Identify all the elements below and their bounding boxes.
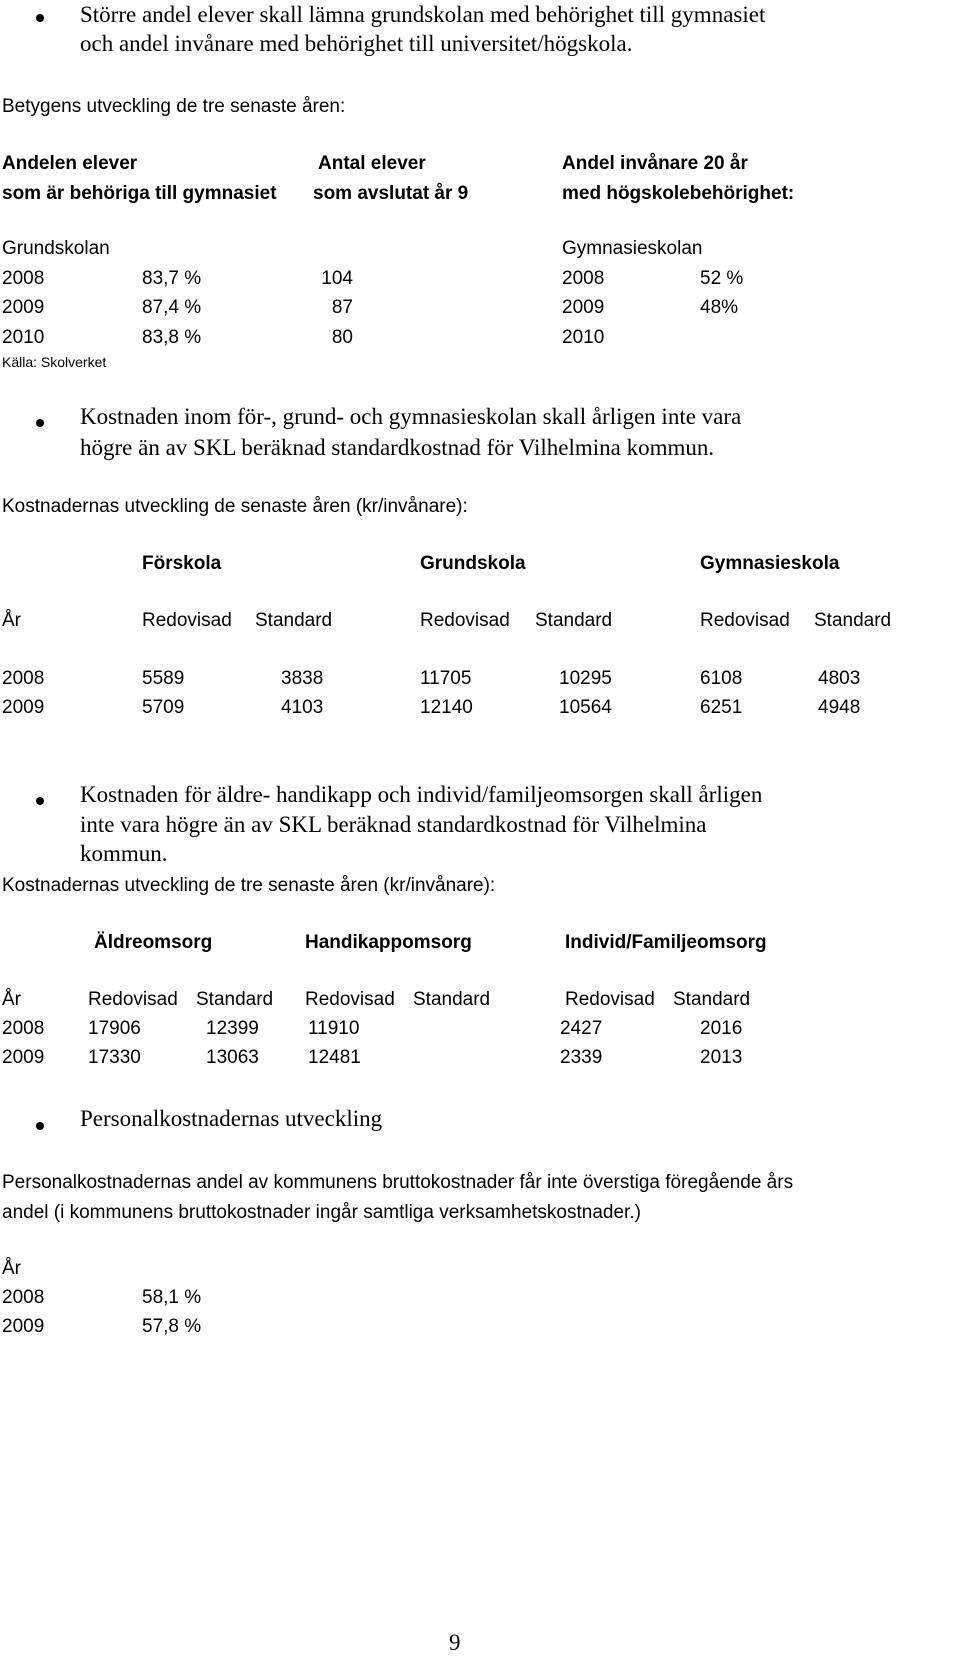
- school-group-grundskola: Grundskola: [420, 553, 526, 574]
- grades-col1-head2: som är behöriga till gymnasiet: [2, 183, 277, 204]
- goal2-line2: högre än av SKL beräknad standardkostnad för Vilhelmina kommun.: [80, 435, 715, 460]
- school-group-gymnasieskola: Gymnasieskola: [700, 553, 840, 574]
- grades-year2: 2010: [562, 327, 605, 348]
- care-year-header: År: [2, 989, 21, 1010]
- care-standard-header: Standard: [196, 989, 274, 1010]
- school-year: 2009: [2, 697, 45, 718]
- grades-col1-head1: Andelen elever: [2, 153, 138, 174]
- grades-share: 87,4 %: [142, 297, 202, 318]
- grades-year: 2008: [2, 268, 45, 289]
- school-redovisad-header: Redovisad: [700, 610, 790, 631]
- school-value: 4103: [281, 697, 324, 718]
- grades-right-label: Gymnasieskolan: [562, 238, 703, 259]
- school-value: 6108: [700, 668, 743, 689]
- care-value: 12481: [308, 1047, 361, 1068]
- staff-value: 58,1 %: [142, 1287, 202, 1308]
- school-value: 4948: [818, 697, 861, 718]
- grades-heading: Betygens utveckling de tre senaste åren:: [2, 96, 346, 117]
- staff-year: 2009: [2, 1316, 45, 1337]
- grades-count: 80: [331, 327, 353, 348]
- grades-pct: 48%: [700, 297, 739, 318]
- goal3-line2: inte vara högre än av SKL beräknad standardkostnad för Vilhelmina: [80, 812, 707, 837]
- care-year: 2008: [2, 1018, 45, 1039]
- care-value: 17906: [88, 1018, 141, 1039]
- grades-left-label: Grundskolan: [2, 238, 110, 259]
- grades-year: 2009: [2, 297, 45, 318]
- care-costs-heading: Kostnadernas utveckling de tre senaste åren (kr/invånare):: [2, 875, 496, 896]
- school-standard-header: Standard: [535, 610, 613, 631]
- school-value: 4803: [818, 668, 861, 689]
- staff-year-header: År: [2, 1258, 21, 1279]
- goal4-line1: Personalkostnadernas utveckling: [80, 1106, 383, 1131]
- care-value: 2339: [560, 1047, 603, 1068]
- care-value: 2016: [700, 1018, 743, 1039]
- grades-col2-head1: Antal elever: [318, 153, 426, 174]
- page-number: 9: [449, 1630, 461, 1655]
- staff-text-line2: andel (i kommunens bruttokostnader ingår samtliga verksamhetskostnader.): [2, 1202, 641, 1223]
- bullet-icon: [36, 1122, 44, 1130]
- school-value: 6251: [700, 697, 743, 718]
- grades-col3-head2: med högskolebehörighet:: [562, 183, 795, 204]
- school-standard-header: Standard: [814, 610, 892, 631]
- goal1-line1: Större andel elever skall lämna grundskolan med behörighet till gymnasiet: [80, 2, 766, 27]
- goal3-line3: kommun.: [80, 841, 168, 866]
- care-value: 2013: [700, 1047, 743, 1068]
- school-standard-header: Standard: [255, 610, 333, 631]
- school-year: 2008: [2, 668, 45, 689]
- grades-source: Källa: Skolverket: [2, 354, 107, 370]
- bullet-icon: [36, 14, 44, 22]
- school-redovisad-header: Redovisad: [420, 610, 510, 631]
- care-standard-header: Standard: [413, 989, 491, 1010]
- grades-year: 2010: [2, 327, 45, 348]
- care-group-handikappomsorg: Handikappomsorg: [305, 932, 472, 953]
- goal2-line1: Kostnaden inom för-, grund- och gymnasieskolan skall årligen inte vara: [80, 404, 742, 429]
- school-value: 5589: [142, 668, 185, 689]
- care-redovisad-header: Redovisad: [305, 989, 395, 1010]
- care-group-individ: Individ/Familjeomsorg: [565, 932, 767, 953]
- grades-share: 83,7 %: [142, 268, 202, 289]
- goal1-line2: och andel invånare med behörighet till universitet/högskola.: [80, 31, 633, 56]
- school-value: 5709: [142, 697, 185, 718]
- school-group-forskola: Förskola: [142, 553, 222, 574]
- grades-year2: 2008: [562, 268, 605, 289]
- school-value: 3838: [281, 668, 324, 689]
- school-value: 11705: [420, 668, 472, 689]
- school-redovisad-header: Redovisad: [142, 610, 232, 631]
- grades-col2-head2: som avslutat år 9: [313, 183, 469, 204]
- care-year: 2009: [2, 1047, 45, 1068]
- goal3-line1: Kostnaden för äldre- handikapp och individ/familjeomsorgen skall årligen: [80, 782, 763, 807]
- grades-count: 87: [331, 297, 353, 318]
- care-value: 11910: [308, 1018, 360, 1039]
- grades-count: 104: [321, 268, 353, 289]
- staff-text-line1: Personalkostnadernas andel av kommunens bruttokostnader får inte överstiga föregående års: [2, 1172, 794, 1193]
- staff-value: 57,8 %: [142, 1316, 202, 1337]
- grades-col3-head1: Andel invånare 20 år: [562, 153, 748, 174]
- bullet-icon: [36, 419, 44, 427]
- care-standard-header: Standard: [673, 989, 751, 1010]
- school-value: 10564: [559, 697, 612, 718]
- care-value: 2427: [560, 1018, 603, 1039]
- grades-year2: 2009: [562, 297, 605, 318]
- grades-share: 83,8 %: [142, 327, 202, 348]
- grades-pct: 52 %: [700, 268, 744, 289]
- school-costs-heading: Kostnadernas utveckling de senaste åren (kr/invånare):: [2, 496, 468, 517]
- care-redovisad-header: Redovisad: [88, 989, 178, 1010]
- care-value: 17330: [88, 1047, 141, 1068]
- care-group-aldreomsorg: Äldreomsorg: [94, 932, 213, 953]
- care-value: 13063: [206, 1047, 259, 1068]
- care-redovisad-header: Redovisad: [565, 989, 655, 1010]
- bullet-icon: [36, 797, 44, 805]
- school-value: 10295: [559, 668, 612, 689]
- staff-year: 2008: [2, 1287, 45, 1308]
- school-value: 12140: [420, 697, 473, 718]
- school-year-header: År: [2, 610, 21, 631]
- care-value: 12399: [206, 1018, 259, 1039]
